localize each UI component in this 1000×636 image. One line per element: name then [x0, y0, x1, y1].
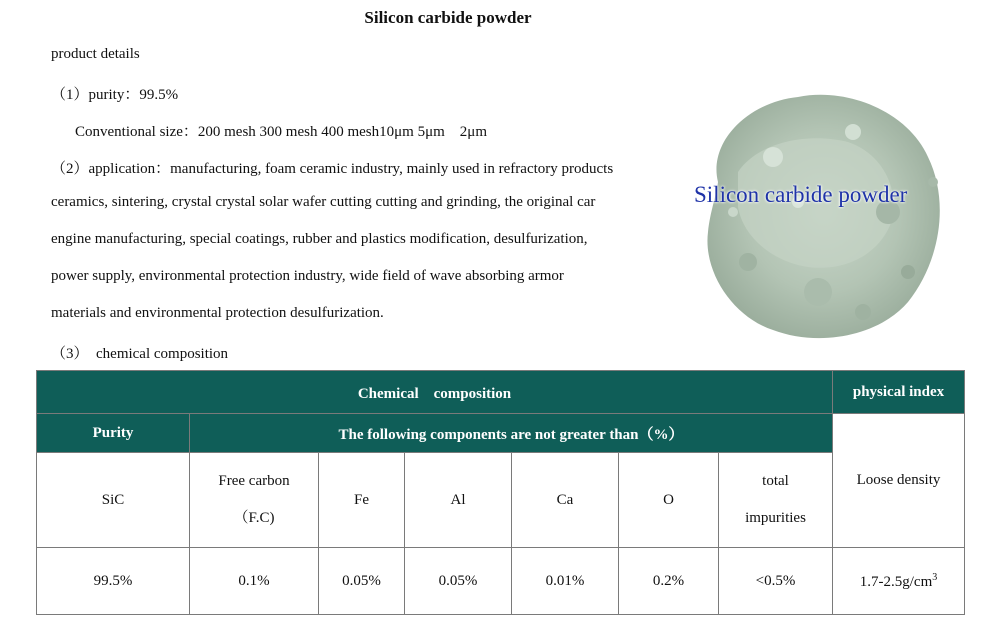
sic-column-header: SiC: [37, 453, 190, 548]
free-carbon-value: 0.1%: [190, 548, 319, 615]
components-header: The following components are not greater than（%）: [190, 414, 833, 453]
impurities-label: impurities: [745, 510, 806, 526]
application-line-1: （2）application：manufacturing, foam ceramic industry, mainly used in refractory products: [51, 161, 614, 177]
o-column-header: O: [619, 453, 719, 548]
product-details-heading: product details: [51, 46, 140, 62]
total-impurities-column-header: [719, 453, 833, 548]
loose-density-value: [833, 548, 965, 615]
free-carbon-abbrev: （F.C): [233, 510, 275, 526]
chemical-composition-header: Chemical composition: [37, 371, 833, 414]
al-column-header: Al: [405, 453, 512, 548]
fe-column-header: Fe: [319, 453, 405, 548]
physical-index-header: physical index: [833, 371, 965, 414]
application-line-2: ceramics, sintering, crystal crystal solar wafer cutting cutting and grinding, the original car: [51, 194, 596, 210]
ca-column-header: Ca: [512, 453, 619, 548]
size-line: Conventional size：200 mesh 300 mesh 400 mesh10μm 5μm 2μm: [75, 124, 488, 140]
application-line-4: power supply, environmental protection industry, wide field of wave absorbing armor: [51, 268, 564, 284]
photo-caption: Silicon carbide powder: [694, 182, 908, 207]
loose-density-number: 1.7-2.5g/cm: [859, 573, 933, 590]
purity-line: （1）purity：99.5%: [51, 87, 179, 103]
application-line-5: materials and environmental protection desulfurization.: [51, 305, 384, 321]
free-carbon-column-header: [190, 453, 319, 548]
silicon-carbide-powder-photo: [678, 62, 960, 354]
sic-value: 99.5%: [37, 548, 190, 615]
total-impurities-value: <0.5%: [719, 548, 833, 615]
loose-density-exponent: 3: [932, 571, 938, 583]
al-value: 0.05%: [405, 548, 512, 615]
application-line-3: engine manufacturing, special coatings, rubber and plastics modification, desulfurization,: [51, 231, 588, 247]
chemical-composition-table: [36, 370, 965, 615]
free-carbon-label: Free carbon: [218, 473, 290, 489]
fe-value: 0.05%: [319, 548, 405, 615]
total-label: total: [762, 473, 789, 489]
loose-density-header: Loose density: [833, 414, 965, 548]
composition-heading: （3） chemical composition: [51, 346, 229, 362]
o-value: 0.2%: [619, 548, 719, 615]
purity-header: Purity: [37, 414, 190, 453]
page-title: Silicon carbide powder: [364, 8, 532, 27]
ca-value: 0.01%: [512, 548, 619, 615]
